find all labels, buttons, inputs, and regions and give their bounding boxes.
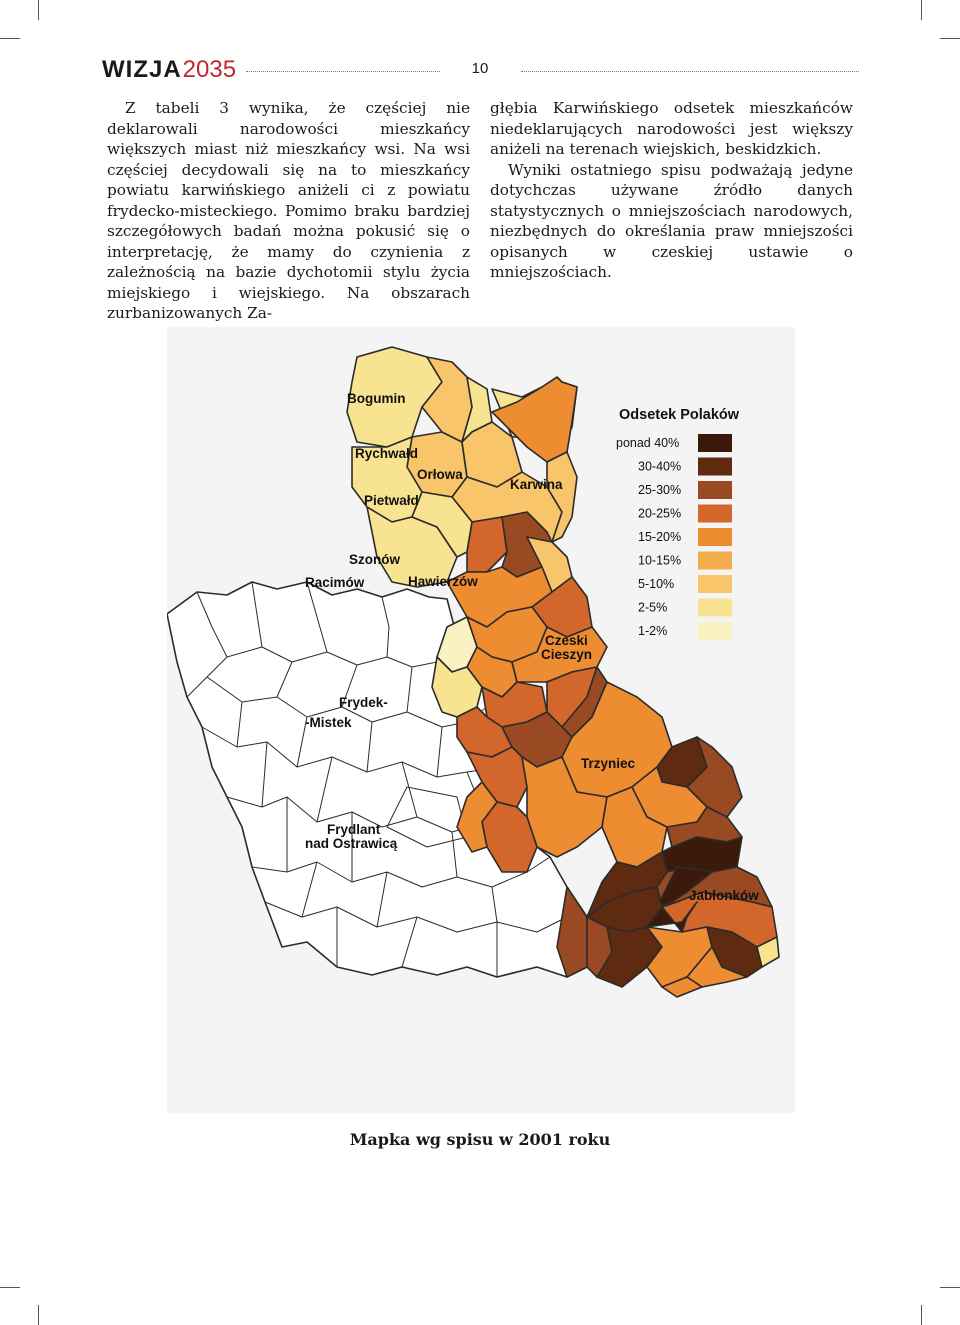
choropleth-map: [167, 327, 795, 1113]
paragraph: Z tabeli 3 wynika, że częściej nie deklarowali narodowości mieszkańcy większych miast niż mieszkańcy wsi. Na wsi częściej decydowali się na to mieszkańcy powiatu karwińskiego aniżeli ci z powiatu frydecko-misteckiego. Pomimo braku bardziej szczegółowych badań można pokusić się o interpretację, że mamy do czynienia z zależnością na bazie dychotomii stylu życia miejskiego i wiejskiego. Na obszarach zurbanizowanych Za-: [107, 99, 470, 322]
text-column-left: [107, 98, 470, 324]
legend-swatch: [698, 552, 732, 570]
legend-label: 10-15%: [638, 553, 682, 568]
legend: [616, 407, 740, 640]
crop-mark: [38, 0, 39, 20]
paragraph: Wyniki ostatniego spisu podważają jedyne dotychczas używane źródło danych statystycznych o mniejszościach narodowych, niezbędnych do określania praw mniejszości opisanych w czeskiej ustawie o mniejszościach.: [490, 160, 853, 281]
legend-label: 1-2%: [638, 624, 668, 638]
crop-mark: [921, 1305, 922, 1325]
legend-label: 2-5%: [638, 600, 668, 615]
label-frydek: Frydek-: [339, 695, 388, 710]
logo: [102, 56, 236, 84]
legend-swatch: [698, 528, 732, 546]
label-szonow: Szonów: [349, 552, 400, 567]
label-pietwald: Pietwałd: [364, 493, 419, 508]
legend-swatch: [698, 458, 732, 476]
label-orlowa: Orłowa: [417, 467, 463, 482]
legend-swatch: [698, 599, 732, 617]
legend-swatch: [698, 622, 732, 640]
crop-mark: [38, 1305, 39, 1325]
legend-label: 20-25%: [638, 506, 682, 521]
text-column-right: [490, 98, 853, 283]
legend-swatch: [698, 434, 732, 452]
legend-items: [616, 434, 732, 640]
crop-mark: [940, 38, 960, 39]
crop-mark: [0, 38, 20, 39]
legend-swatch: [698, 481, 732, 499]
label-rychwald: Rychwałd: [355, 446, 419, 461]
legend-label: 25-30%: [638, 483, 682, 497]
label-nad-ostrawica: nad Ostrawicą: [305, 836, 398, 851]
legend-swatch: [698, 575, 732, 593]
label-cieszyn: Cieszyn: [541, 647, 593, 662]
label-bogumin: Bogumin: [347, 391, 406, 406]
map-caption: Mapka wg spisu w 2001 roku: [349, 1130, 611, 1149]
crop-mark: [0, 1287, 20, 1288]
label-jablonkow: Jabłonków: [689, 888, 759, 903]
legend-label: 5-10%: [638, 577, 675, 591]
legend-label: 30-40%: [638, 459, 682, 474]
label-racimow: Racimów: [305, 575, 365, 590]
logo-year: 2035: [182, 56, 237, 83]
page-number: 10: [471, 60, 489, 77]
crop-mark: [921, 0, 922, 20]
map-svg: [167, 327, 795, 1113]
header-rule-left: [246, 71, 440, 72]
label-mistek: -Mistek: [305, 715, 352, 730]
logo-wordmark: WIZJA: [102, 56, 182, 83]
crop-mark: [940, 1287, 960, 1288]
paragraph: głębia Karwińskiego odsetek mieszkańców niedeklarujących narodowości jest większy aniżeli na terenach wiejskich, beskidzkich.: [490, 99, 853, 158]
label-karwina: Karwina: [510, 477, 563, 492]
legend-swatch: [698, 505, 732, 523]
label-frydlant: Frydlant: [327, 822, 381, 837]
legend-label: ponad 40%: [616, 436, 680, 450]
label-hawierzow: Hawierzów: [408, 574, 478, 589]
label-czeski: Czeski: [545, 633, 588, 648]
legend-title: Odsetek Polaków: [619, 407, 740, 423]
label-trzyniec: Trzyniec: [581, 756, 636, 771]
header-rule-right: [521, 71, 859, 72]
legend-label: 15-20%: [638, 530, 682, 544]
